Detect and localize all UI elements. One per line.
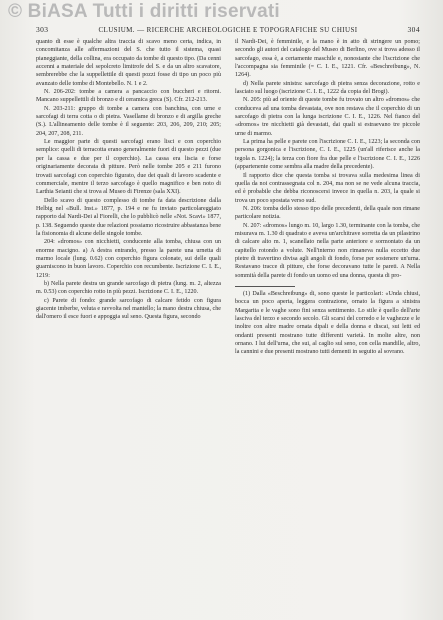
text-columns bbox=[36, 38, 420, 608]
paragraph: quanto di esse è qualche altra traccia di scavo meno certa, indica, in concomitanza alle affermazioni del S. che tutto il sistema, quasi pianeggiante, della collina, era occupato da tombe di questo tipo. (Da cenni accenni a materiale del sepolcreto limitrofe del S. e da un altro scavatore, sembrerebbe che la suppellettile di questi pozzi fosse di tipo un poco più avanzato delle tombe di Montebello. N. 1 e 2. bbox=[36, 39, 221, 87]
paragraph: N. 207: «dromos» lungo m. 10, largo 1.30, terminante con la tomba, che misurava m. 1.30 di quadrato e aveva un'architrave sorretta da un pilastrino di calcare alto m. 1, scanellato nella parte anteriore e sormontato da un capitello rotondo a volute. Nell'interno non rimaneva nulla eccetto due pietre di travertino divisa agli angoli di fondo, forse per sostenere un'urna. Restavano tracce di pitture, che forse decoravano tutte le pareti. A Nella sommità della parete di fondo un uomo ed una donna, questa di pro- bbox=[235, 222, 420, 279]
running-head bbox=[36, 24, 420, 35]
paragraph: c) Parete di fondo: grande sarcofago di calcare fetido con figura giacente imberbe, veluta e ravvolta nel mantello; la mano destra chiusa, che dall'omero il esce fuori e appoggia sul seno. Questa figura, secondo bbox=[36, 297, 221, 321]
paragraph: N. 206-202: tombe a camera a pancaccio con buccheri e ritorni. Mancano suppellettili di bronzo e di ceramica greca (S). Cfr. 212-213. bbox=[36, 89, 221, 104]
paragraph: N. 203-211: gruppo di tombe a camera con banchina, con urne e sarcofagi di terra cotta o di pietra. Vasellame di bronzo e di argilla greche (S.). L'allineamento delle tombe è il seguente: 203, 206, 209, 210; 205; 204, 207, 208, 211. bbox=[36, 105, 221, 137]
right-page-number: 304 bbox=[407, 25, 420, 34]
paragraph: d) Nella parete sinistra: sarcofago di pietra senza decorazione, rotto e lasciato sul luogo (iscrizione C. I. E., 1222 da copia del Brogi). bbox=[235, 80, 420, 96]
paragraph: 204: «dromos» con nicchietti, conducente alla tomba, chiusa con un enorme macigno. a) A destra entrando, presso la parete una urnetta di marmo locale (lung. 0.62) con coperchio figura colonate, sui delle quali guarniscono in buon lavoro. Coperchio con recumbente. Iscrizione C. I. E., 1219: bbox=[36, 239, 221, 279]
watermark-text: © BiASA Tutti i diritti riservati bbox=[8, 1, 280, 22]
left-column bbox=[36, 38, 221, 608]
running-title: CLUSIUM. — RICERCHE ARCHEOLOGICHE E TOPOGRAFICHE SU CHIUSI bbox=[98, 25, 358, 34]
left-page-number: 303 bbox=[36, 25, 49, 34]
paragraph: Il rapporto dice che questa tomba si trovava sulla medesima linea di quella da noi contrassegnata col n. 204, ma non se ne vede alcuna traccia, ed è probabile che debba riconoscersi invece in quella n. 203, la quale si trova un poco spostata verso sud. bbox=[235, 172, 420, 204]
right-column bbox=[235, 38, 420, 608]
paragraph: La prima ha pelle e parete con l'iscrizione C. I. E., 1223; la seconda con persona gorgonica e l'iscrizione, C. I. E., 1225 (un'all riferisce anche la tegola n. 1224); la terza con fiore fra due pelle e l'iscrizione C. I. E., 1226 (appartenente come sembra alla madre della precedente). bbox=[235, 139, 420, 171]
paragraph: b) Nella parete destra un grande sarcofago di pietra (lung. m. 2, altezza m. 0.53) con coperchio rotto in più pezzi. Iscrizione C. I. E., 1220. bbox=[36, 280, 221, 296]
right-column-paragraphs bbox=[235, 38, 420, 280]
paragraph: Dello scavo di questo complesso di tombe fa data descrizione dalla Helbig nel «Bull. Inst.» 1877, p. 194 e ne fu inviato particolareggiato rapporto dal Nardi-Dei al Fiorelli, che lo pubblicò nelle «Not. Scavi» 1877, p. 138. Seguendo queste due relazioni possiamo ricostruire abbastanza bene la fisionomia di alcune delle singole tombe. bbox=[36, 197, 221, 237]
footnote-rule bbox=[235, 286, 295, 287]
paragraph: N. 205: più ad oriente di queste tombe fu trovato un altro «dromos» che conduceva ad una tomba devastata, ove non restava che il coperchio di un sarcofago di pietra con la lunga iscrizione C. I. E., 1226. Nel fianco del «dromos» tre nicchietti già devastati, dai quali si estraevano tre piccole urne di marmo. bbox=[235, 97, 420, 137]
footnote: (1) Dalla «Beschreibung» di, sono queste le particolari: «Unda chiusi, bocca un poco aperta, leggera contrazione, ornato la figura a sinistra Margarita e le vaghe sono fini senza sentimento. Lo stile è quello dell'arte lasciva del terzo e secondo secolo. Gli scarsi del corredo e le vaghezze e le inoltre con altre madre ornata dipali e della donna e discai, sui letti ed ondanti presenti mostrano tutte differenti varietà. In molte altre, non ornano. I lui dell'urna, che sui, al caglio sul seno, con cella mandille, altro, la cannini e due presenti mostrano tutti dementi in seguito al sovrano. bbox=[235, 290, 420, 356]
paragraph: Le maggior parte di questi sarcofagi erano lisci e con coperchio semplice: quelli di terracotta erano generalmente fuori di questo pezzi (due per la cassa e due per il coperchio). La cassa era liscia e forse originariamente decorata di pitture. Però nelle tombe 205 e 211 furono trovati sarcofagi con coperchio figurato, due dei quali di lavoro scadente e commerciale, mentre il terzo sarcofago è quello magnifico e ben noto di Larthia Seianti che si trova al Museo di Firenze (sala XXI). bbox=[36, 139, 221, 196]
paragraph: N. 206: tomba dello stesso tipo delle precedenti, della quale non rimane particolare notizia. bbox=[235, 205, 420, 221]
paragraph: il Nardi-Dei, è femminile, e la mano è in atto di stringere un pomo; secondo gli autori del catalogo del Museo di Berlino, ove si trova adesso il sarcofago, essa è, a certamente maschile e, nonostante che l'iscrizione che l'accompagna sia femminile (= C. I. E., 1221. Cfr. «Beschreibung», N. 1264). bbox=[235, 39, 420, 79]
watermark bbox=[8, 1, 280, 23]
